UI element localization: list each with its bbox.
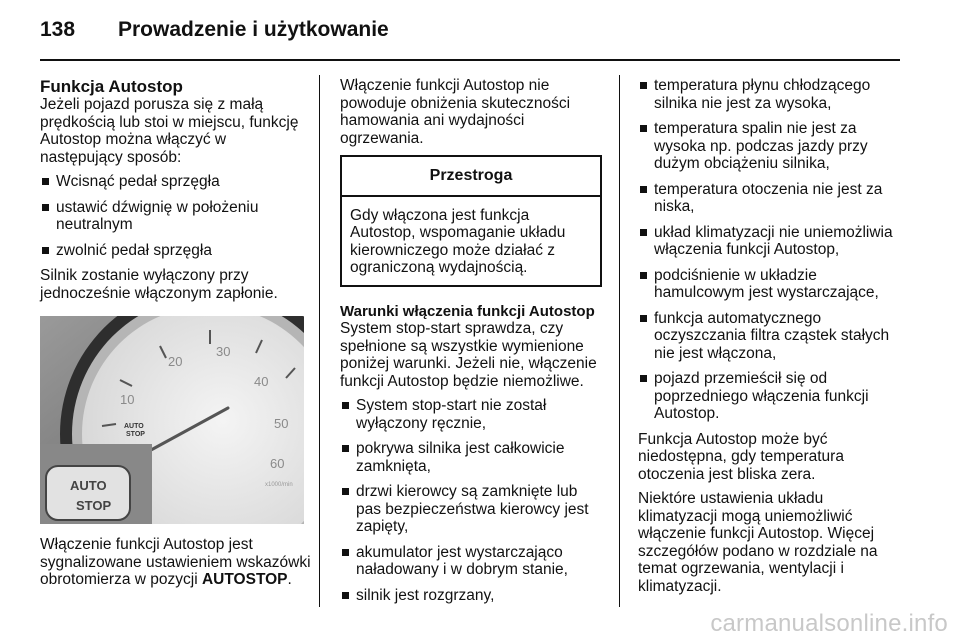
caption-end: . <box>287 571 292 588</box>
list-item: podciśnienie w układzie hamulcowym jest wystarczające, <box>638 267 900 302</box>
list-item: temperatura płynu chłodzącego silnika nie jest za wysoka, <box>638 77 900 112</box>
intro-paragraph: Jeżeli pojazd porusza się z małą prędkością lub stoi w miejscu, funkcję Autostop można włączyć w następujący sposób: <box>40 96 299 166</box>
conditions-list-continued <box>638 77 900 423</box>
caption-paragraph <box>40 536 312 589</box>
warning-body: Gdy włączona jest funkcja Autostop, wspomaganie układu kierowniczego może działać z ograniczoną wydajnością. <box>350 206 566 276</box>
conditions-list <box>340 397 602 604</box>
button-label-stop: STOP <box>76 498 112 513</box>
tick-label: 20 <box>168 354 183 369</box>
button-label-auto: AUTO <box>70 478 107 493</box>
column-divider-1 <box>319 75 320 607</box>
needle-zone-label <box>124 423 146 438</box>
tick-label: 40 <box>254 374 269 389</box>
list-item: pokrywa silnika jest całkowicie zamknięta, <box>340 440 602 475</box>
needle-zone-word-1: AUTO <box>124 423 144 430</box>
tick-label: 50 <box>274 416 289 431</box>
warning-box <box>340 155 602 287</box>
sub-heading: Warunki włączenia funkcji Autostop <box>340 302 595 320</box>
note-paragraph-1: Funkcja Autostop może być niedostępna, gdy temperatura otoczenia jest bliska zera. <box>638 430 844 483</box>
list-item: pojazd przemieścił się od poprzedniego włączenia funkcji Autostop. <box>638 370 900 423</box>
list-item: temperatura spalin nie jest za wysoka np. podczas jazdy przy dużym obciążeniu silnika, <box>638 120 900 173</box>
sub-intro: System stop-start sprawdza, czy spełnione są wszystkie wymienione poniżej warunki. Jeżeli nie, włączenie funkcji Autostop będzie niemożliwe. <box>340 320 597 390</box>
unit-mark: x1000/min <box>265 482 293 488</box>
list-item: układ klimatyzacji nie uniemożliwia włączenia funkcji Autostop, <box>638 224 900 259</box>
tick-label: 30 <box>216 344 231 359</box>
page-number: 138 <box>40 18 76 41</box>
steps-list <box>40 173 312 259</box>
needle-zone-word-2: STOP <box>126 431 145 438</box>
tick-label: 60 <box>270 456 285 471</box>
column-divider-2 <box>619 75 620 607</box>
list-item: zwolnić pedał sprzęgła <box>40 242 312 260</box>
intro-paragraph: Włączenie funkcji Autostop nie powoduje obniżenia skuteczności hamowania ani wydajności ogrzewania. <box>340 77 571 147</box>
list-item: ustawić dźwignię w położeniu neutralnym <box>40 199 312 234</box>
list-item: akumulator jest wystarczająco naładowany i w dobrym stanie, <box>340 544 602 579</box>
list-item: Wcisnąć pedał sprzęgła <box>40 173 312 191</box>
list-item: temperatura otoczenia nie jest za niska, <box>638 181 900 216</box>
column-1 <box>40 77 312 596</box>
section-heading: Funkcja Autostop <box>40 77 183 96</box>
watermark: carmanualsonline.info <box>710 610 948 637</box>
column-3 <box>638 77 900 602</box>
page-header <box>0 0 960 60</box>
header-rule <box>40 59 900 61</box>
column-2 <box>340 77 602 612</box>
warning-title: Przestroga <box>342 157 600 197</box>
page-title: Prowadzenie i użytkowanie <box>118 18 389 41</box>
tick-label: 10 <box>120 392 135 407</box>
list-item: silnik jest rozgrzany, <box>340 587 602 605</box>
list-item: funkcja automatycznego oczyszczania filtra cząstek stałych nie jest włączona, <box>638 310 900 363</box>
result-paragraph: Silnik zostanie wyłączony przy jednocześnie włączonym zapłonie. <box>40 267 278 302</box>
caption-bold: AUTOSTOP <box>201 571 288 588</box>
list-item: System stop-start nie został wyłączony ręcznie, <box>340 397 602 432</box>
tachometer-illustration <box>40 316 304 524</box>
list-item: drzwi kierowcy są zamknięte lub pas bezpieczeństwa kierowcy jest zapięty, <box>340 483 602 536</box>
caption-text: Włączenie funkcji Autostop jest sygnalizowane ustawieniem wskazówki obrotomierza w pozycji <box>40 536 311 588</box>
note-paragraph-2: Niektóre ustawienia układu klimatyzacji mogą uniemożliwić włączenie funkcji Autostop. Więcej szczegółów podano w rozdziale na temat ogrzewania, wentylacji i klimatyzacji. <box>638 490 878 595</box>
